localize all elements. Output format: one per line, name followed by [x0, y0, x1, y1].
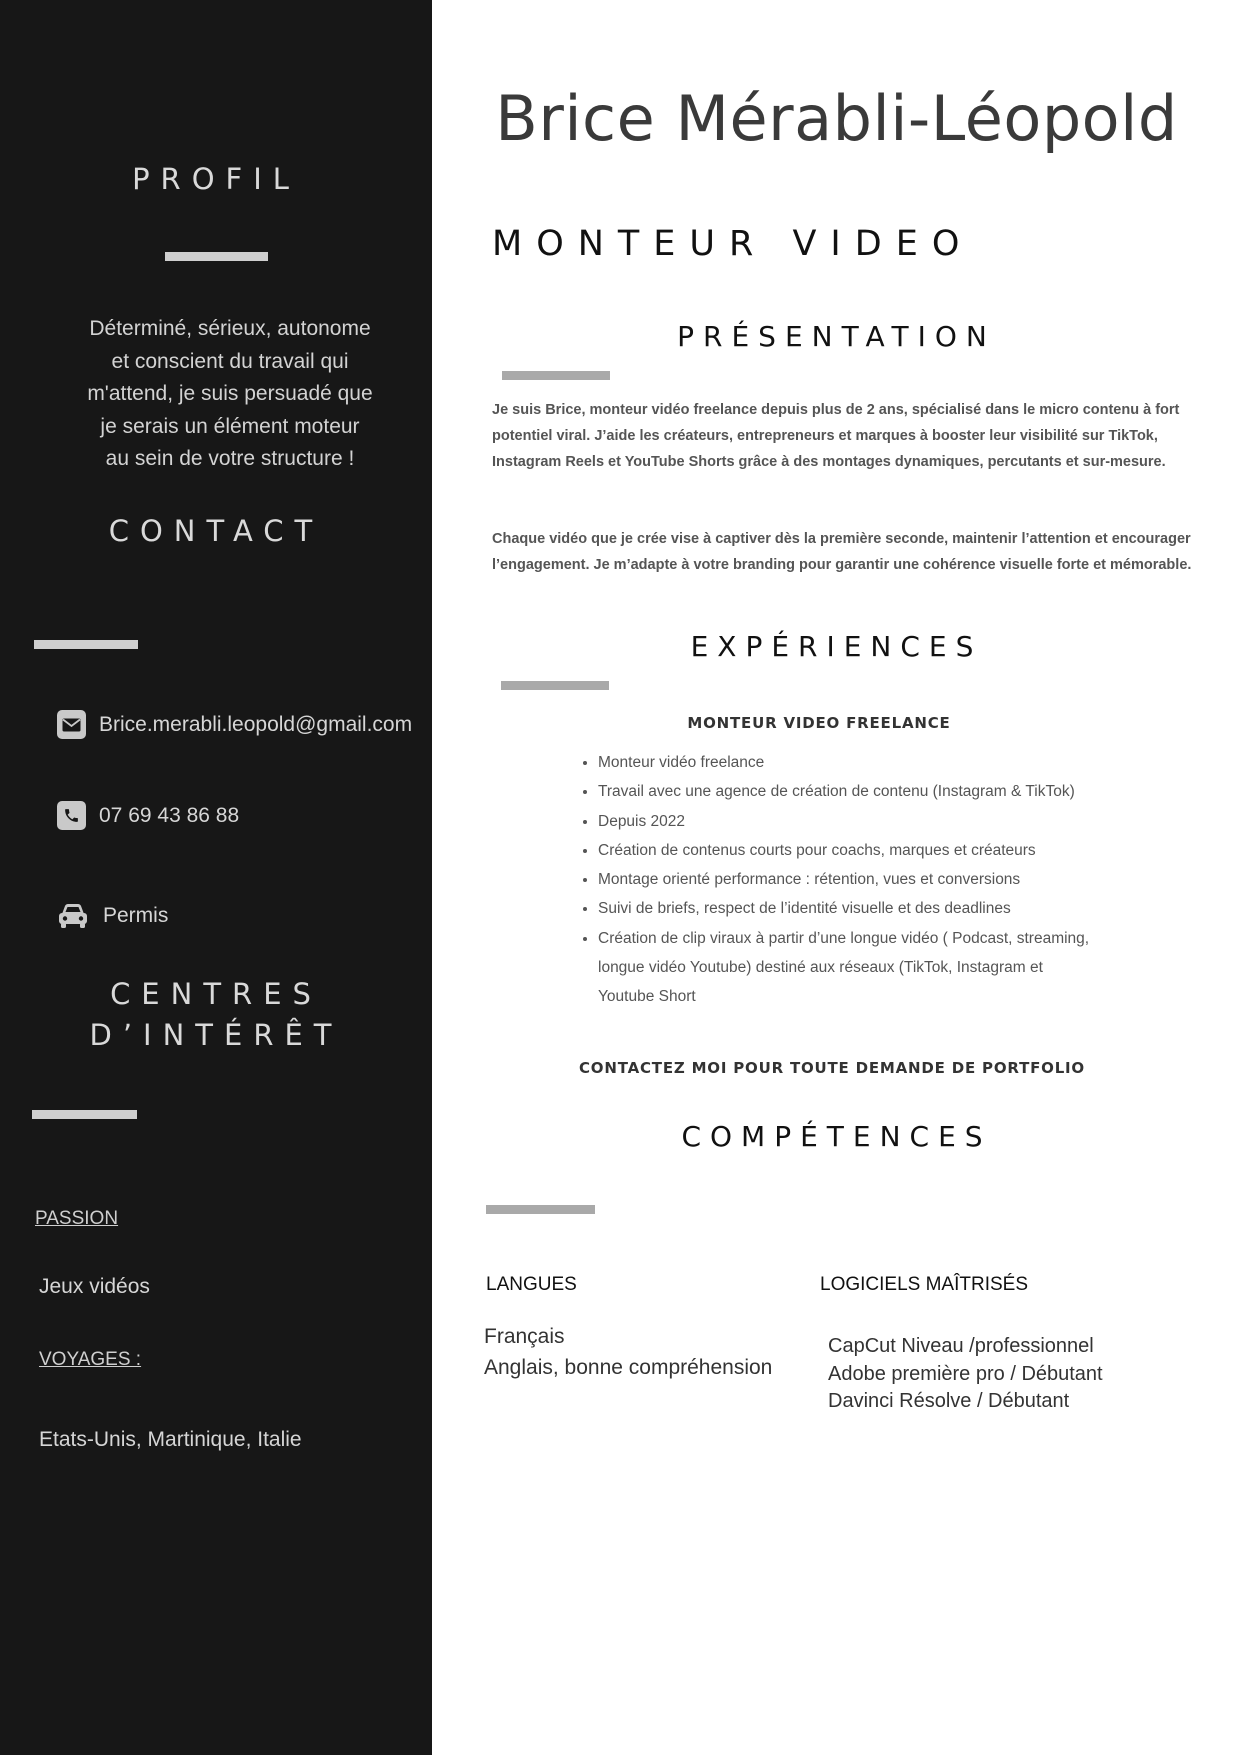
sidebar	[0, 0, 432, 1755]
travel-value: Etats-Unis, Martinique, Italie	[39, 1428, 302, 1451]
presentation-paragraph-2: Chaque vidéo que je crée vise à captiver dès la première seconde, maintenir l’attention et encourager l’engagement. Je m’adapte à votre branding pour garantir une cohérence visuelle forte et mémorable.	[492, 531, 1192, 573]
profile-divider	[165, 252, 268, 261]
language-item: Anglais, bonne compréhension	[484, 1356, 773, 1379]
presentation-divider	[502, 371, 610, 380]
email-row[interactable]	[57, 710, 412, 739]
experiences-divider	[501, 681, 609, 690]
interests-title-line1: CENTRES	[110, 977, 322, 1011]
experience-list	[582, 748, 1098, 1012]
phone-row[interactable]	[57, 801, 239, 830]
languages-list	[484, 1321, 772, 1383]
contact-divider	[34, 640, 138, 649]
list-item: • Création de clip viraux à partir d’une longue vidéo ( Podcast, streaming, longue vidéo Youtube) destiné aux réseaux (TikTok, Instagram et Youtube Short	[598, 924, 1098, 1012]
interests-divider	[32, 1110, 137, 1119]
profile-line: Déterminé, sérieux, autonome	[89, 317, 371, 340]
software-item: CapCut Niveau /professionnel	[828, 1335, 1094, 1357]
skills-divider	[486, 1205, 595, 1214]
travel-label: VOYAGES :	[39, 1349, 142, 1370]
profile-line: au sein de votre structure !	[105, 447, 355, 470]
list-item: • Création de contenus courts pour coachs, marques et créateurs	[598, 836, 1098, 865]
software-item: Davinci Résolve / Débutant	[828, 1390, 1070, 1412]
languages-title: LANGUES	[486, 1274, 577, 1295]
mail-icon	[57, 710, 86, 739]
license-text: Permis	[103, 904, 169, 927]
job-heading: MONTEUR VIDEO FREELANCE	[687, 714, 951, 732]
presentation-title: PRÉSENTATION	[677, 320, 996, 353]
phone-icon	[57, 801, 86, 830]
profile-line: m'attend, je suis persuadé que	[87, 382, 373, 405]
car-icon	[57, 902, 89, 930]
candidate-name: Brice Mérabli-Léopold	[495, 82, 1178, 155]
software-title: LOGICIELS MAÎTRISÉS	[820, 1274, 1028, 1295]
profile-line: je serais un élément moteur	[100, 414, 360, 438]
job-title: MONTEUR VIDEO	[492, 224, 974, 264]
contact-title: CONTACT	[108, 514, 324, 548]
profile-text	[60, 313, 400, 476]
passion-value: Jeux vidéos	[39, 1275, 150, 1298]
profile-line: et conscient du travail qui	[111, 349, 349, 373]
portfolio-cta: CONTACTEZ MOI POUR TOUTE DEMANDE DE PORTFOLIO	[579, 1059, 1085, 1077]
license-row	[57, 902, 168, 930]
list-item: • Montage orienté performance : rétention, vues et conversions	[598, 865, 1098, 894]
profile-title: PROFIL	[132, 162, 300, 196]
phone-number[interactable]: 07 69 43 86 88	[99, 803, 240, 827]
presentation-paragraph-1: Je suis Brice, monteur vidéo freelance depuis plus de 2 ans, spécialisé dans le micro contenu à fort potentiel viral. J’aide les créateurs, entrepreneurs et marques à booster leur visibilité sur TikTok, Instagram Reels et YouTube Shorts grâce à des montages dynamiques, percutants et sur-mesure.	[492, 402, 1180, 470]
list-item: • Suivi de briefs, respect de l’identité visuelle et des deadlines	[598, 894, 1098, 923]
skills-title: COMPÉTENCES	[681, 1120, 992, 1153]
list-item: • Depuis 2022	[598, 807, 1098, 836]
passion-label: PASSION	[35, 1208, 119, 1229]
list-item: • Travail avec une agence de création de contenu (Instagram & TikTok)	[598, 777, 1098, 806]
software-item: Adobe première pro / Débutant	[828, 1362, 1103, 1385]
interests-title-line2: D’INTÉRÊT	[89, 1018, 343, 1052]
software-list	[828, 1333, 1103, 1416]
list-item: • Monteur vidéo freelance	[598, 748, 1098, 777]
main-content	[432, 0, 1241, 1755]
language-item: Français	[484, 1325, 565, 1348]
experiences-title: EXPÉRIENCES	[690, 630, 983, 663]
email-link[interactable]: Brice.merabli.leopold@gmail.com	[99, 712, 413, 736]
